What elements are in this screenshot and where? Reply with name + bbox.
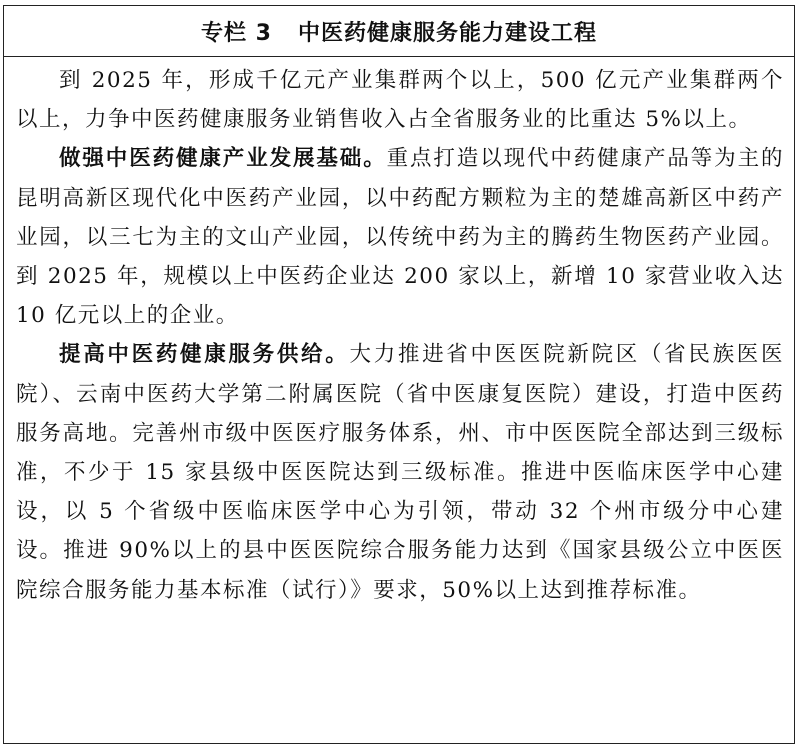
paragraph-targets [16,61,784,139]
paragraph-industry-base-text: 重点打造以现代中药健康产品等为主的昆明高新区现代化中医药产业园，以中药配方颗粒为主的楚雄高新区中药产业园，以三七为主的文山产业园，以传统中药为主的腾药生物医药产业园。到 2025 年，规模以上中医药企业达 200 家以上，新增 10 家营业收入达 10 亿元以上的企业。 [16,146,784,329]
paragraph-service-supply-text: 大力推进省中医医院新院区（省民族医医院）、云南中医药大学第二附属医院（省中医康复医院）建设，打造中医药服务高地。完善州市级中医医疗服务体系，州、市中医医院全部达到三级标准，不少于 15 家县级中医医院达到三级标准。推进中医临床医学中心建设，以 5 个省级中医临床医学中心为引领，带动 32 个州市级分中心建设。推进 90%以上的县中医医院综合服务能力达到《国家县级公立中医医院综合服务能力基本标准（试行）》要求，50%以上达到推荐标准。 [16,342,784,603]
paragraph-service-supply-lead: 提高中医药健康服务供给。 [59,342,350,368]
box-label: 专栏 3 [201,20,272,46]
box-content [4,57,794,610]
paragraph-industry-base-lead: 做强中医药健康产业发展基础。 [59,146,387,172]
box-header [4,6,794,57]
paragraph-industry-base [16,139,784,335]
paragraph-service-supply [16,335,784,609]
feature-box [3,5,795,744]
paragraph-targets-text: 到 2025 年，形成千亿元产业集群两个以上，500 亿元产业集群两个以上，力争中医药健康服务业销售收入占全省服务业的比重达 5%以上。 [16,68,784,133]
box-title: 中医药健康服务能力建设工程 [297,20,597,46]
